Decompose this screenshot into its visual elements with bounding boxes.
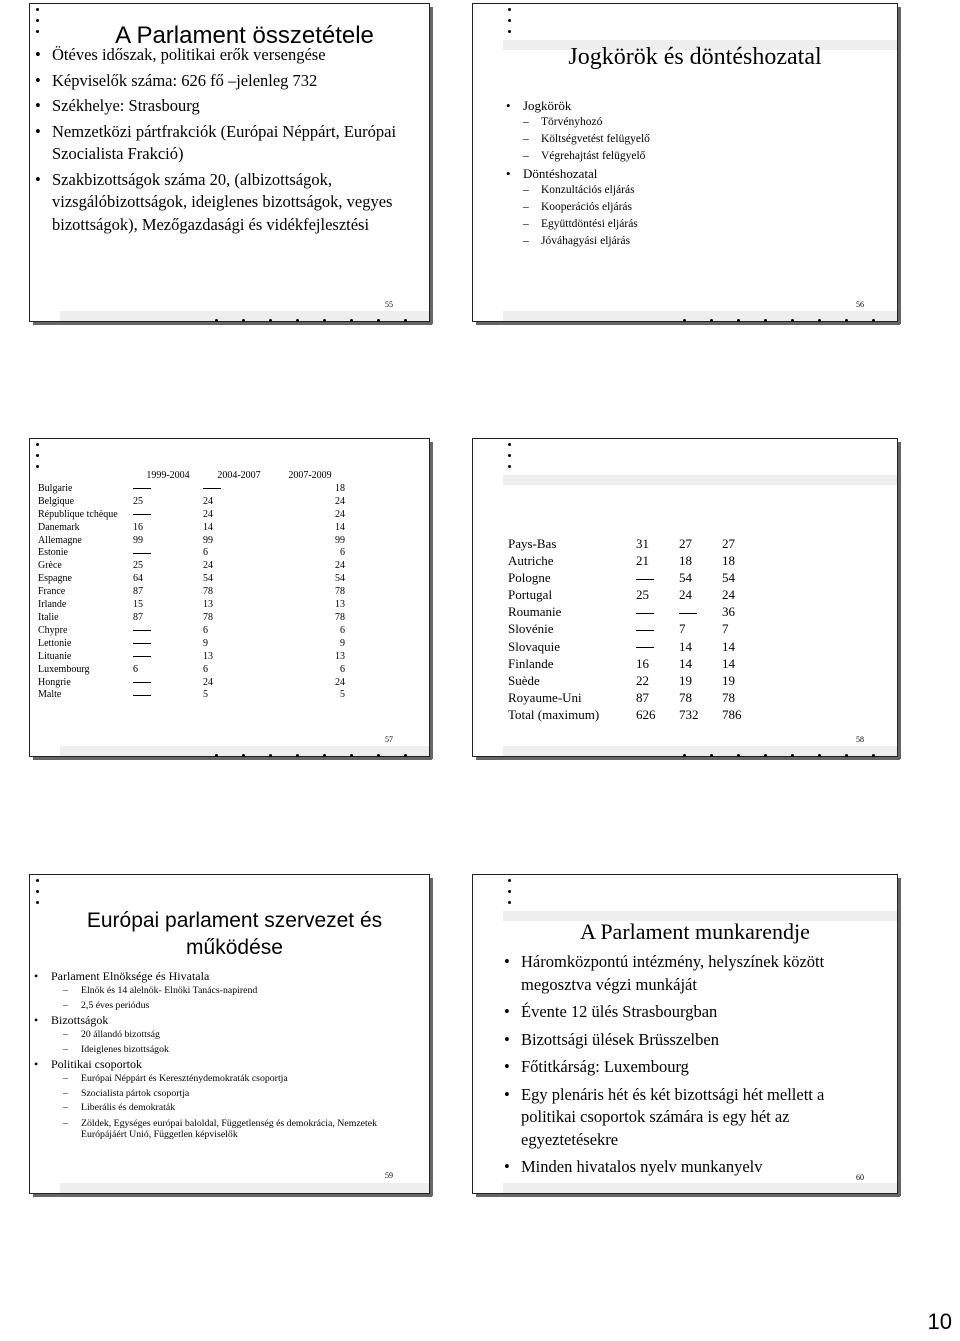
country-cell: Pays-Bas [508,536,557,551]
decor-dots [215,319,407,322]
table-row [508,672,762,689]
table-row [508,569,762,586]
slide-56 [472,3,898,322]
slide-title: Jogkörök és döntéshozatal [568,44,822,70]
table-row [38,586,345,599]
sub-item: – Zöldek, Egységes európai baloldal, Függetlenség és demokrácia, Nemzetek Európájáért Unió, Független képviselők [63,1116,399,1140]
country-cell: Espagne [38,573,72,585]
seats-cell: 5 [203,689,208,701]
country-cell: Roumanie [508,604,562,620]
slide-title-line: Európai parlament szervezet és [86,909,383,932]
country-cell: Hongrie [38,676,71,688]
seats-cell: 732 [679,706,699,722]
table-row [508,552,762,569]
table-row [38,651,345,664]
seats-cell: 14 [722,655,735,671]
table-row [508,535,762,552]
sub-item: – Szocialista pártok csoportja [63,1087,399,1102]
seats-cell: 786 [722,706,742,722]
bullet-politikai-csoportok: Politikai csoportok [51,1057,142,1071]
seats-cell [636,603,679,620]
slide-57 [29,438,430,757]
seats-cell: 87 [636,689,649,705]
table-row [38,638,345,651]
seats-cell: 6 [133,663,138,675]
decor-dots [683,754,875,757]
table-row [38,599,345,612]
country-cell: Luxembourg [38,663,90,675]
bullet-item: • Bizottsági ülések Brüsszelben [504,1029,877,1052]
seats-cell: 24 [722,587,735,603]
slide-58 [472,438,898,757]
sub-item: – Kooperációs eljárás [523,199,650,216]
seats-cell: 24 [335,495,345,507]
seats-table [38,470,345,702]
country-cell: Chypre [38,624,68,636]
seats-cell: 6 [340,663,345,675]
seats-cell: 25 [133,560,143,572]
seats-cell: 14 [679,638,692,654]
sub-item: – 20 állandó bizottság [63,1028,399,1043]
table-row [38,535,345,548]
sub-item: – Konzultációs eljárás [523,182,650,199]
slide-59 [29,874,430,1194]
bullet-elnokseg: Parlament Elnöksége és Hivatala [51,969,210,983]
empty-dash [133,514,151,515]
decor-dots [36,8,42,41]
seats-cell: 24 [335,560,345,572]
empty-dash [133,643,151,644]
col-header: 2004-2007 [217,470,261,481]
seats-cell [636,638,679,655]
slide-title-line: működése [186,936,283,959]
bullet-item: • Főtitkárság: Luxembourg [504,1056,877,1079]
seats-cell [636,620,679,637]
bullet-item: • Ötéves időszak, politikai erők versengése [35,44,419,67]
col-header: 1999-2004 [146,470,190,481]
decor-dots [215,754,407,757]
seats-cell: 16 [636,655,649,671]
sub-item: – Költségvetést felügyelő [523,131,650,148]
empty-dash [203,488,221,489]
seats-cell: 6 [203,547,208,559]
table-row [38,509,345,522]
country-cell: Portugal [508,587,553,603]
seats-cell: 14 [203,521,213,533]
bullet-list [34,969,399,1140]
country-cell: Pologne [508,570,551,586]
seats-cell [636,569,679,586]
seats-cell: 13 [203,599,213,611]
bullet-item: • Minden hivatalos nyelv munkanyelv [504,1156,877,1179]
slide-number: 57 [385,735,393,744]
bullet-list [504,951,877,1179]
seats-cell: 24 [203,508,213,520]
empty-dash [636,647,654,648]
empty-dash [133,553,151,554]
table-row [508,586,762,603]
seats-cell: 7 [679,621,686,637]
seats-cell: 13 [335,599,345,611]
seats-cell: 78 [335,611,345,623]
decor-dots [508,443,514,476]
country-cell: Bulgarie [38,482,73,494]
sub-item: – Törvényhozó [523,114,650,131]
table-row [38,612,345,625]
empty-dash [679,613,697,614]
country-cell: Finlande [508,655,554,671]
country-cell: Estonie [38,547,68,559]
country-cell: Suède [508,672,540,688]
seats-cell: 6 [203,624,208,636]
seats-cell: 27 [722,536,735,551]
table-row [508,603,762,620]
country-cell: Irlande [38,599,67,611]
table-row [38,689,345,702]
seats-cell: 16 [133,521,143,533]
seats-cell: 24 [335,508,345,520]
empty-dash [133,695,151,696]
seats-cell [133,677,203,690]
sub-item: – Jóváhagyási eljárás [523,233,650,250]
seats-cell [133,625,203,638]
seats-cell: 9 [203,637,208,649]
bullet-item: • Évente 12 ülés Strasbourgban [504,1001,877,1024]
seats-cell: 14 [679,655,692,671]
seats-cell [133,651,203,664]
country-cell: Allemagne [38,534,82,546]
bullet-item: • Egy plenáris hét és két bizottsági hét mellett a politikai csoportok számára is egy hét az egyeztetésekre [504,1084,877,1152]
sub-item: – Együttdöntési eljárás [523,216,650,233]
table-row [38,496,345,509]
country-cell: Total (maximum) [508,706,600,722]
table-row [38,483,345,496]
bullet-list [506,97,650,250]
seats-cell: 31 [636,536,649,551]
seats-cell: 54 [679,570,692,586]
seats-cell: 78 [335,586,345,598]
slide-number: 60 [856,1173,864,1182]
seats-cell [679,603,722,620]
seats-cell: 36 [722,604,735,620]
seats-cell: 24 [203,560,213,572]
seats-cell: 18 [679,553,692,569]
sub-item: – Végrehajtást felügyelő [523,148,650,165]
country-cell: Malte [38,689,62,701]
seats-cell: 25 [133,495,143,507]
table-row [508,689,762,706]
footer-band [60,1183,429,1193]
empty-dash [133,656,151,657]
table-row [508,706,762,723]
slide-title: A Parlament munkarendje [580,919,810,944]
seats-cell: 27 [679,536,692,551]
table-row [38,625,345,638]
bullet-jogkorok: Jogkörök [523,98,572,113]
bullet-item: • Háromközpontú intézmény, helyszínek között megosztva végzi munkáját [504,951,877,996]
table-row [38,522,345,535]
bullet-item: • Székhelye: Strasbourg [35,95,419,118]
empty-dash [636,630,654,631]
seats-cell: 78 [203,586,213,598]
seats-cell: 5 [340,689,345,701]
seats-cell: 78 [203,611,213,623]
bullet-list [35,44,419,236]
seats-cell: 25 [636,587,649,603]
table-row [508,620,762,637]
slide-55 [29,3,430,322]
seats-cell [133,509,203,522]
seats-cell: 24 [203,676,213,688]
seats-cell: 87 [133,586,143,598]
footer-band [503,1183,897,1193]
seats-cell: 22 [636,672,649,688]
seats-cell: 99 [335,534,345,546]
country-cell: République tchèque [38,508,118,520]
seats-cell: 99 [133,534,143,546]
slide-60 [472,874,898,1194]
slide-title [60,907,409,961]
seats-cell: 6 [340,624,345,636]
seats-cell: 64 [133,573,143,585]
header-band [503,475,897,485]
seats-cell: 24 [203,495,213,507]
sub-item: – Európai Néppárt és Kereszténydemokraták csoportja [63,1072,399,1087]
country-cell: Autriche [508,553,554,569]
seats-cell [203,483,275,496]
seats-cell [133,638,203,651]
country-cell: Belgique [38,495,75,507]
bullet-bizottsagok: Bizottságok [51,1013,109,1027]
seats-cell: 54 [722,570,735,586]
country-cell: Slovaquie [508,638,560,654]
empty-dash [636,579,654,580]
table-row [38,677,345,690]
seats-cell: 13 [203,650,213,662]
seats-table [508,535,762,723]
slide-number: 55 [385,300,393,309]
seats-cell: 78 [722,689,735,705]
seats-cell: 24 [335,676,345,688]
sub-item: – Elnök és 14 alelnök- Elnöki Tanács-napirend [63,984,399,999]
country-cell: Italie [38,611,59,623]
empty-dash [133,488,151,489]
col-header: 2007-2009 [288,470,332,481]
seats-cell: 87 [133,611,143,623]
slide-number: 59 [385,1171,393,1180]
empty-dash [133,682,151,683]
seats-cell: 15 [133,599,143,611]
seats-cell: 18 [722,553,735,569]
decor-dots [508,8,514,41]
table-row [38,547,345,560]
seats-cell: 19 [679,672,692,688]
decor-dots [683,319,875,322]
country-cell: Royaume-Uni [508,689,582,705]
country-cell: Lituanie [38,650,72,662]
seats-cell: 54 [203,573,213,585]
table-row [508,655,762,672]
seats-cell: 24 [679,587,692,603]
decor-dots [36,879,42,912]
slide-number: 58 [856,735,864,744]
country-cell: Danemark [38,521,80,533]
seats-cell: 9 [340,637,345,649]
seats-cell: 99 [203,534,213,546]
seats-cell: 626 [636,706,656,722]
table-row [38,560,345,573]
empty-dash [636,613,654,614]
bullet-item: • Szakbizottságok száma 20, (albizottságok, vizsgálóbizottságok, ideiglenes bizottságok, vegyes bizottságok), Mezőgazdasági és vidékfejlesztési [35,169,419,237]
page-number: 10 [927,1309,952,1334]
seats-cell: 14 [335,521,345,533]
seats-cell [133,483,203,496]
seats-cell: 18 [335,482,345,494]
seats-cell: 14 [722,638,735,654]
seats-cell: 7 [722,621,729,637]
seats-cell: 13 [335,650,345,662]
seats-cell: 78 [679,689,692,705]
table-header [38,470,345,483]
country-cell: France [38,586,66,598]
slide-title: A Parlament összetétele [115,22,374,49]
seats-cell: 6 [203,663,208,675]
country-cell: Lettonie [38,637,72,649]
sub-item: – Ideiglenes bizottságok [63,1043,399,1058]
seats-cell [133,689,203,702]
country-cell: Grèce [38,560,62,572]
bullet-donteshozatal: Döntéshozatal [523,166,598,181]
decor-dots [508,879,514,912]
table-row [508,638,762,655]
sub-item: – Liberális és demokraták [63,1101,399,1116]
country-cell: Slovénie [508,621,554,637]
bullet-item: • Képviselők száma: 626 fő –jelenleg 732 [35,70,419,93]
seats-cell: 19 [722,672,735,688]
seats-cell: 21 [636,553,649,569]
sub-item: – 2,5 éves periódus [63,999,399,1014]
empty-dash [133,630,151,631]
slide-number: 56 [856,300,864,309]
seats-cell: 6 [340,547,345,559]
seats-cell [133,547,203,560]
table-row [38,573,345,586]
bullet-item: • Nemzetközi pártfrakciók (Európai Néppárt, Európai Szocialista Frakció) [35,121,419,166]
table-row [38,664,345,677]
seats-cell: 54 [335,573,345,585]
